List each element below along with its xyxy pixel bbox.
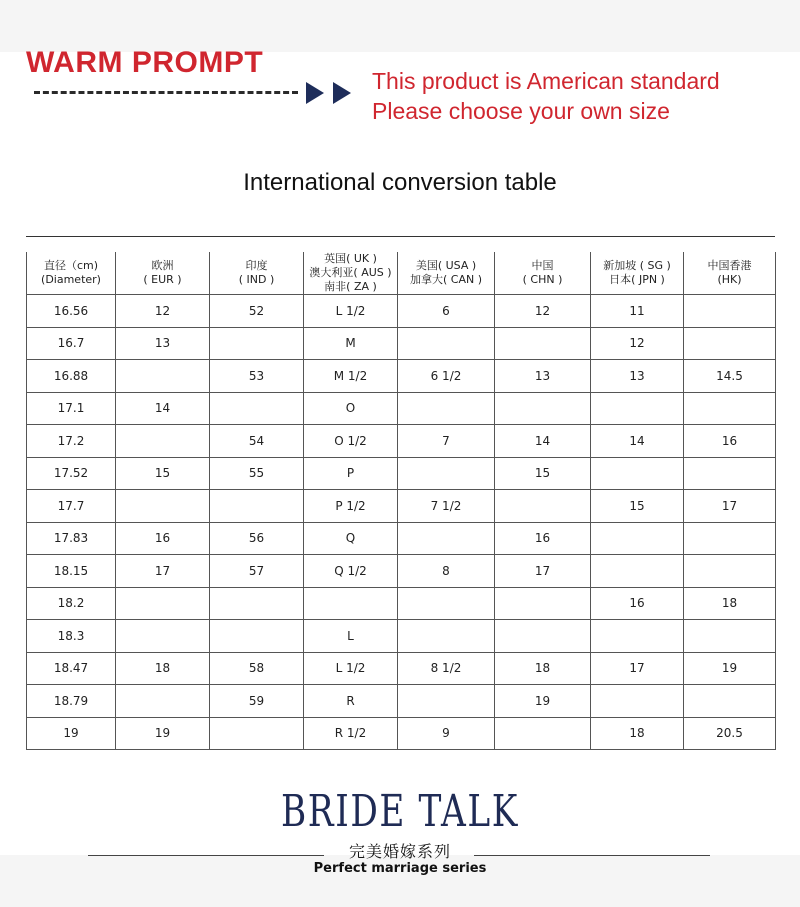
table-cell [210, 327, 304, 360]
table-cell [591, 457, 684, 490]
header-diameter [27, 252, 116, 295]
table-cell: 18 [116, 652, 210, 685]
table-cell: 17.1 [27, 392, 116, 425]
header-row [27, 252, 776, 295]
table-cell: 6 [398, 295, 495, 328]
table-cell: 19 [116, 717, 210, 750]
table-cell: 15 [591, 490, 684, 523]
brand-rule-right [474, 855, 710, 856]
table-cell: P 1/2 [304, 490, 398, 523]
table-row [27, 327, 776, 360]
header-usa [398, 252, 495, 295]
table-cell: 12 [495, 295, 591, 328]
table-cell: 17 [684, 490, 776, 523]
header-line: 日本( JPN ) [609, 273, 665, 286]
header-line: (Diameter) [41, 273, 101, 286]
table-cell [495, 327, 591, 360]
table-cell [398, 522, 495, 555]
warm-prompt-title: WARM PROMPT [26, 46, 264, 79]
table-cell: 8 1/2 [398, 652, 495, 685]
table-cell: P [304, 457, 398, 490]
table-cell: 17.83 [27, 522, 116, 555]
table-cell [116, 620, 210, 653]
table-cell: 52 [210, 295, 304, 328]
table-cell [116, 425, 210, 458]
table-row [27, 360, 776, 393]
table-cell: 18.15 [27, 555, 116, 588]
table-cell [210, 620, 304, 653]
table-cell [304, 587, 398, 620]
header-line: 中国 [531, 259, 554, 272]
table-cell [495, 587, 591, 620]
header-eur [116, 252, 210, 295]
table-cell: 12 [116, 295, 210, 328]
table-cell: 18.79 [27, 685, 116, 718]
table-cell: 16 [116, 522, 210, 555]
table-cell [684, 295, 776, 328]
table-cell: 16.56 [27, 295, 116, 328]
table-cell [495, 620, 591, 653]
table-top-rule [26, 236, 775, 237]
table-cell [684, 685, 776, 718]
table-cell [116, 587, 210, 620]
table-cell [398, 685, 495, 718]
table-row [27, 620, 776, 653]
table-cell [684, 555, 776, 588]
header-line: 澳大利亚( AUS ) [309, 266, 392, 279]
table-cell [591, 620, 684, 653]
table-cell: 9 [398, 717, 495, 750]
dashed-divider [34, 91, 298, 94]
table-cell: Q 1/2 [304, 555, 398, 588]
table-cell [591, 392, 684, 425]
table-cell [398, 392, 495, 425]
prompt-line-1: This product is American standard [372, 68, 720, 94]
table-cell: 14 [116, 392, 210, 425]
header-line: 中国香港 [707, 259, 752, 272]
table-row [27, 425, 776, 458]
header-sg [591, 252, 684, 295]
table-cell: 16 [684, 425, 776, 458]
table-cell: 18 [684, 587, 776, 620]
table-cell: 7 [398, 425, 495, 458]
header-line: (HK) [717, 273, 742, 286]
table-cell: 12 [591, 327, 684, 360]
table-cell [210, 587, 304, 620]
table-row [27, 587, 776, 620]
header-ind [210, 252, 304, 295]
header-line: 新加坡 ( SG ) [603, 259, 671, 272]
table-cell: 16 [495, 522, 591, 555]
table-row [27, 555, 776, 588]
header-line: 美国( USA ) [415, 259, 477, 272]
table-cell [398, 457, 495, 490]
table-cell: R 1/2 [304, 717, 398, 750]
table-cell [116, 685, 210, 718]
table-row [27, 717, 776, 750]
table-cell: 16.7 [27, 327, 116, 360]
table-cell: 58 [210, 652, 304, 685]
table-cell: 17 [591, 652, 684, 685]
conversion-table [26, 252, 776, 750]
header-chn [495, 252, 591, 295]
table-cell [116, 360, 210, 393]
table-cell: O 1/2 [304, 425, 398, 458]
table-row [27, 522, 776, 555]
table-row [27, 652, 776, 685]
arrow-right-icon [306, 82, 324, 104]
table-cell: 14.5 [684, 360, 776, 393]
table-cell: 16.88 [27, 360, 116, 393]
table-cell: 55 [210, 457, 304, 490]
header-line: 英国( UK ) [324, 252, 377, 265]
table-cell: 18 [495, 652, 591, 685]
brand-logo: BRIDE TALK [281, 786, 519, 837]
table-cell: 56 [210, 522, 304, 555]
table-cell [684, 522, 776, 555]
table-cell: 14 [495, 425, 591, 458]
table-cell: 20.5 [684, 717, 776, 750]
table-cell [210, 490, 304, 523]
table-cell [398, 620, 495, 653]
table-cell: O [304, 392, 398, 425]
table-cell: 13 [591, 360, 684, 393]
table-title: International conversion table [243, 169, 557, 196]
table-cell: L 1/2 [304, 295, 398, 328]
table-cell: 18.47 [27, 652, 116, 685]
table-cell [684, 620, 776, 653]
table-cell: 6 1/2 [398, 360, 495, 393]
table-cell [495, 490, 591, 523]
table-cell: 13 [495, 360, 591, 393]
brand-rule-left [88, 855, 324, 856]
table-cell: 54 [210, 425, 304, 458]
table-row [27, 685, 776, 718]
arrow-right-icon [333, 82, 351, 104]
table-row [27, 392, 776, 425]
table-cell [116, 490, 210, 523]
table-cell: 14 [591, 425, 684, 458]
table-cell: 7 1/2 [398, 490, 495, 523]
table-cell: 17.7 [27, 490, 116, 523]
header-line: 加拿大( CAN ) [409, 273, 482, 286]
top-band [0, 0, 800, 52]
table-cell: 19 [495, 685, 591, 718]
table-cell [210, 717, 304, 750]
table-cell: 17.2 [27, 425, 116, 458]
table-cell [398, 587, 495, 620]
table-cell: L [304, 620, 398, 653]
table-cell: 17 [495, 555, 591, 588]
table-cell [684, 457, 776, 490]
header-line: 南非( ZA ) [324, 280, 377, 293]
table-cell [591, 555, 684, 588]
table-cell [591, 522, 684, 555]
brand-subtitle: 完美婚嫁系列 [348, 842, 451, 861]
table-cell: M [304, 327, 398, 360]
header-line: 直径（cm) [43, 259, 99, 272]
table-row [27, 295, 776, 328]
table-cell: 11 [591, 295, 684, 328]
table-cell: 17.52 [27, 457, 116, 490]
table-cell [210, 392, 304, 425]
table-cell: 19 [684, 652, 776, 685]
header-line: ( IND ) [238, 273, 275, 286]
table-cell: 19 [27, 717, 116, 750]
header-line: 印度 [245, 259, 268, 272]
header-line: ( EUR ) [143, 273, 182, 286]
table-cell [591, 685, 684, 718]
prompt-line-2: Please choose your own size [372, 98, 670, 124]
table-cell: 53 [210, 360, 304, 393]
table-header [27, 252, 776, 295]
table-cell: Q [304, 522, 398, 555]
table-cell: 17 [116, 555, 210, 588]
header-line: ( CHN ) [522, 273, 563, 286]
table-cell [684, 392, 776, 425]
table-row [27, 457, 776, 490]
table-cell: 13 [116, 327, 210, 360]
table-cell: 18.3 [27, 620, 116, 653]
table-cell: 59 [210, 685, 304, 718]
table-cell: L 1/2 [304, 652, 398, 685]
table-body [27, 295, 776, 750]
header-hk [684, 252, 776, 295]
table-cell: 16 [591, 587, 684, 620]
table-row [27, 490, 776, 523]
table-cell: 8 [398, 555, 495, 588]
table-cell [495, 392, 591, 425]
brand-tagline: Perfect marriage series [313, 861, 487, 876]
table-cell: 18 [591, 717, 684, 750]
table-cell: R [304, 685, 398, 718]
table-cell: M 1/2 [304, 360, 398, 393]
table-cell [398, 327, 495, 360]
table-cell: 15 [116, 457, 210, 490]
table-cell: 15 [495, 457, 591, 490]
header-uk [304, 252, 398, 295]
table-cell: 18.2 [27, 587, 116, 620]
table-cell [495, 717, 591, 750]
header-line: 欧洲 [151, 259, 174, 272]
table-cell: 57 [210, 555, 304, 588]
table-cell [684, 327, 776, 360]
